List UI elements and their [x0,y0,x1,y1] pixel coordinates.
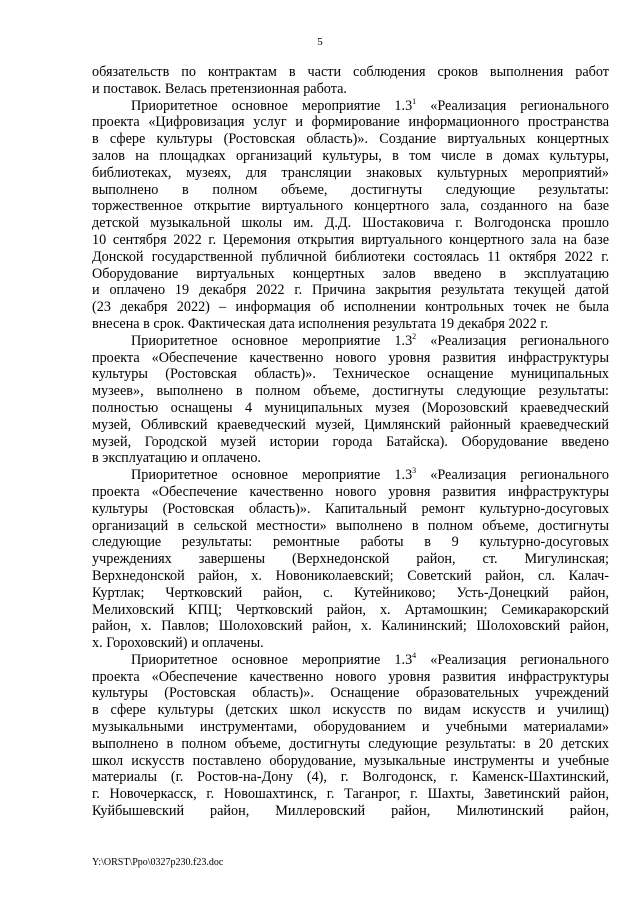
text-line: музеев», выполнено в полном объеме, достигнуты следующие результаты: [92,383,609,400]
text-line: музей, Городской музей истории города Батайска). Оборудование введено [92,433,609,450]
text-line: обязательств по контрактам в части соблюдения сроков выполнения работ [92,64,609,80]
text-line: библиотеках, музеях, для трансляции знаковых культурных мероприятий» [92,164,609,181]
text-line: выполнено в полном объеме, достигнуты следующие результаты: [92,181,609,198]
text-line: и поставок. Велась претензионная работа. [92,80,347,97]
text-line: проекта «Обеспечение качественно нового уровня развития инфраструктуры [92,483,609,500]
superscript-index: 4 [412,650,417,660]
text-line: культуры (Ростовская область)». Оснащение образовательных учреждений [92,685,609,702]
text-line: школ искусств поставлено оборудование, музыкальные инструменты и учебные [92,752,609,769]
text-line: учреждениях завершены (Верхнедонской район, ст. Мигулинская; [92,551,609,568]
text-line: проекта «Цифровизация услуг и формирование информационного пространства [92,114,609,131]
text-line: материалы (г. Ростов-на-Дону (4), г. Волгодонск, г. Каменск-Шахтинский, [92,769,609,786]
text-line: музей, Обливский краеведческий музей, Цимлянский районный краеведческий [92,416,609,433]
text-line: Верхнедонской район, х. Новониколаевский; Советский район, сл. Калач- [92,567,609,584]
superscript-index: 2 [412,331,417,341]
text-line: в сфере культуры (Ростовская область)». Создание виртуальных концертных [92,131,609,148]
superscript-index: 3 [412,466,417,476]
text-line: район, х. Павлов; Шолоховский район, х. Калининский; Шолоховский район, [92,618,609,635]
text-line: в сфере культуры (детских школ искусств по видам искусств и училищ) [92,702,609,719]
text-line: х. Гороховский) и оплачены. [92,635,264,652]
text-line: залов на площадках организаций культуры, в том числе в домах культуры, [92,147,609,164]
text-line: Мелиховский КПЦ; Чертковский район, х. Артамошкин; Семикаракорский [92,601,609,618]
text-line: музыкальными инструментами, оборудованием и учебными материалами» [92,719,609,736]
page-number: 5 [317,36,323,48]
text-line: полностью оснащены 4 муниципальных музея (Морозовский краеведческий [92,399,609,416]
text-line: проекта «Обеспечение качественно нового уровня развития инфраструктуры [92,668,609,685]
text-line: (23 декабря 2022) – информация об исполнении контрольных точек не была [92,299,609,316]
text-line: и оплачено 19 декабря 2022 г. Причина закрытия результата текущей датой [92,282,609,299]
text-line: детской музыкальной школы им. Д.Д. Шостаковича г. Волгодонска прошло [92,215,609,232]
text-line: в эксплуатацию и оплачено. [92,450,261,467]
text-line: культуры (Ростовская область)». Капитальный ремонт культурно-досуговых [92,500,609,517]
paragraph-first-line: Приоритетное основное мероприятие $1.3^4$ «Реализация регионального [131,650,609,668]
superscript-index: 1 [412,96,417,106]
text-line: Донской государственной публичной библиотеки состоялась 11 октября 2022 г. [92,248,609,265]
text-line: культуры (Ростовская область)». Техническое оснащение муниципальных [92,366,609,383]
text-line: 10 сентября 2022 г. Церемония открытия виртуального концертного зала на базе [92,231,609,248]
paragraph-first-line: Приоритетное основное мероприятие $1.3^3$ «Реализация регионального [131,466,609,484]
paragraph-first-line: Приоритетное основное мероприятие $1.3^2$ «Реализация регионального [131,331,609,349]
text-line: Куртлак; Чертковский район, с. Кутейниково; Усть-Донецкий район, [92,584,609,601]
text-line: внесена в срок. Фактическая дата исполнения результата 19 декабря 2022 г. [92,315,549,332]
paragraph-first-line: Приоритетное основное мероприятие $1.3^1$ «Реализация регионального [131,96,609,114]
text-line: Куйбышевский район, Миллеровский район, Милютинский район, [92,803,609,820]
text-line: организаций в сельской местности» выполнено в полном объеме, достигнуты [92,517,609,534]
text-line: проекта «Обеспечение качественно нового уровня развития инфраструктуры [92,349,609,366]
document-body [92,64,609,820]
text-line: выполнено в полном объеме, достигнуты следующие результаты: в 20 детских [92,735,609,752]
text-line: г. Новочеркасск, г. Новошахтинск, г. Таганрог, г. Шахты, Заветинский район, [92,786,609,803]
text-line: торжественное открытие виртуального концертного зала, созданного на базе [92,198,609,215]
file-path-footer: Y:\ORST\Ppo\0327p230.f23.doc [92,857,224,868]
text-line: следующие результаты: ремонтные работы в 9 культурно-досуговых [92,534,609,551]
text-line: Оборудование виртуальных концертных залов введено в эксплуатацию [92,265,609,282]
